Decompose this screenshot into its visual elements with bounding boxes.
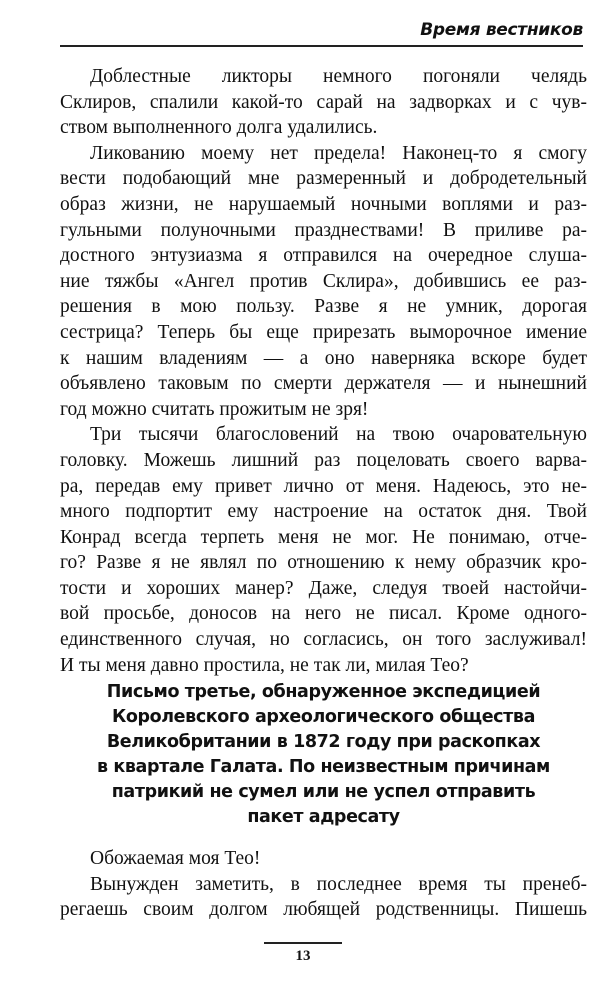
text-line: Ликованию моему нет предела! Наконец-то я смогу bbox=[90, 142, 587, 164]
page-number: 13 bbox=[295, 948, 311, 964]
text-line: гульными полуночными празднествами! В приливе ра- bbox=[60, 219, 587, 241]
text-line: Склиров, спалили какой-то сарай на задворках и с чув- bbox=[60, 91, 587, 113]
text-line: Конрад всегда терпеть меня не мог. Не понимаю, отче- bbox=[60, 526, 587, 548]
paragraph bbox=[60, 64, 587, 141]
text-line: вой просьбе, доносов на него не писал. Кроме одного- bbox=[60, 603, 587, 625]
text-line: решения в мою пользу. Разве я не умник, дорогая bbox=[60, 296, 587, 318]
body-text bbox=[60, 64, 587, 678]
text-line: много подпортит ему настроение на остаток дня. Твой bbox=[60, 501, 587, 523]
heading-line: пакет адресату bbox=[247, 807, 400, 827]
text-line: ние тяжбы «Ангел против Склира», добившись ее раз- bbox=[60, 270, 587, 292]
heading-line: в квартале Галата. По неизвестным причинам bbox=[97, 757, 550, 777]
text-line: регаешь своим долгом любящей родственницы. Пишешь bbox=[60, 899, 587, 921]
letter-body bbox=[60, 846, 587, 923]
text-line: к нашим владениям — а оно наверняка вскоре будет bbox=[60, 347, 587, 369]
text-line: достного энтузиазма я отправился на очередное слуша- bbox=[60, 245, 587, 267]
text-line: объявлено таковым по смерти держателя — и нынешний bbox=[60, 373, 587, 395]
text-line: головку. Можешь лишний раз поцеловать своего варва- bbox=[60, 449, 587, 471]
heading-line: Королевского археологического общества bbox=[111, 707, 535, 727]
letter-salutation: Обожаемая моя Тео! bbox=[90, 848, 261, 869]
running-title: Время вестников bbox=[420, 20, 583, 40]
section-heading bbox=[60, 680, 587, 830]
text-line: вести подобающий мне размеренный и добродетельный bbox=[60, 168, 587, 190]
heading-line: Письмо третье, обнаруженное экспедицией bbox=[106, 682, 541, 702]
heading-line: Великобритании в 1872 году при раскопках bbox=[106, 732, 541, 752]
text-line: образ жизни, не нарушаемый ночными воплями и раз- bbox=[60, 193, 587, 215]
text-line: Доблестные ликторы немного погоняли челядь bbox=[90, 66, 587, 87]
paragraph bbox=[60, 141, 587, 423]
text-line: ра, передав ему привет лично от меня. Надеюсь, это не- bbox=[60, 475, 587, 497]
text-line: го? Разве я не являл по отношению к нему образчик кро- bbox=[60, 552, 587, 574]
footer-rule bbox=[264, 942, 342, 944]
header-rule bbox=[60, 45, 583, 47]
text-line: ством выполненного долга удалились. bbox=[60, 117, 378, 139]
text-line: год можно считать прожитым не зря! bbox=[60, 398, 369, 420]
text-line: тости и хороших манер? Даже, следуя твоей настойчи- bbox=[60, 577, 587, 599]
text-line: Три тысячи благословений на твою очаровательную bbox=[90, 424, 587, 446]
text-line: И ты меня давно простила, не так ли, милая Тео? bbox=[60, 654, 469, 676]
text-line: сестрица? Теперь бы еще прирезать выморочное имение bbox=[60, 321, 587, 343]
text-line: единственного случая, но согласись, он того заслуживал! bbox=[60, 629, 587, 651]
text-line: Вынужден заметить, в последнее время ты пренеб- bbox=[90, 873, 587, 895]
heading-line: патрикий не сумел или не успел отправить bbox=[111, 782, 536, 802]
paragraph bbox=[60, 422, 587, 678]
